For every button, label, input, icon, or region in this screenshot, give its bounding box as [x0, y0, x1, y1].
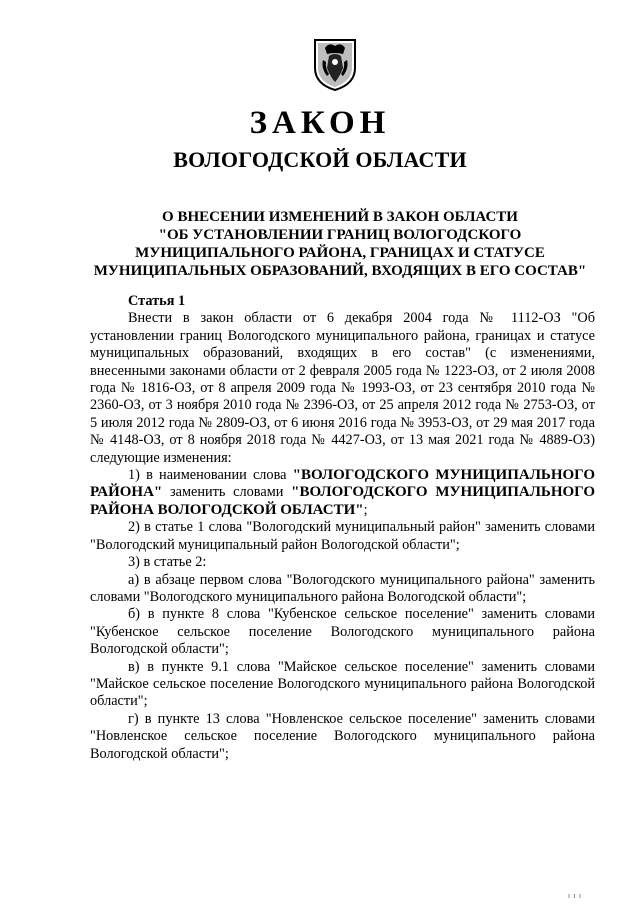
- document-title: ЗАКОН: [249, 105, 391, 141]
- item-1-old-words: "ВОЛОГОДСКОГО МУНИЦИПАЛЬНОГО РАЙОНА": [90, 467, 595, 501]
- article-body: [90, 293, 595, 763]
- law-title-line-3: МУНИЦИПАЛЬНОГО РАЙОНА, ГРАНИЦАХ И СТАТУСЕ: [135, 245, 545, 261]
- item-1-middle: заменить словами: [162, 484, 292, 501]
- item-2: 2) в статье 1 слова "Вологодский муниципальный район" заменить словами "Вологодский муниципальный район Вологодской области";: [90, 519, 595, 553]
- coat-of-arms-icon: [313, 38, 357, 92]
- item-1-suffix: ;: [363, 501, 368, 518]
- item-1-new-words: "ВОЛОГОДСКОГО МУНИЦИПАЛЬНОГО РАЙОНА ВОЛОГОДСКОЙ ОБЛАСТИ": [90, 484, 595, 518]
- item-3v: в) в пункте 9.1 слова "Майское сельское поселение" заменить словами "Майское сельское поселение Вологодского муниципального района Вологодской области";: [90, 658, 595, 710]
- law-title-line-4: МУНИЦИПАЛЬНЫХ ОБРАЗОВАНИЙ, ВХОДЯЩИХ В ЕГО СОСТАВ": [93, 263, 587, 279]
- footer-mark: I I I: [568, 894, 582, 900]
- law-title-line-2: "ОБ УСТАНОВЛЕНИИ ГРАНИЦ ВОЛОГОДСКОГО: [158, 227, 522, 243]
- article-intro: Внести в закон области от 6 декабря 2004 года № 1112-ОЗ "Об установлении границ Вологодского муниципального района, границах и статусе муниципальных образований, входящих в его состав" (с изменениями, внесенными законами области от 2 февраля 2005 года № 1223-ОЗ, от 2 июля 2008 года № 1816-ОЗ, от 8 апреля 2009 года № 1993-ОЗ, от 23 сентября 2010 года № 2360-ОЗ, от 3 ноября 2010 года № 2396-ОЗ, от 25 апреля 2012 года № 2753-ОЗ, от 5 июля 2012 года № 2809-ОЗ, от 6 июня 2016 года № 3953-ОЗ, от 29 мая 2017 года № 4148-ОЗ, от 8 ноября 2018 года № 4427-ОЗ, от 13 мая 2021 года № 4889-ОЗ) следующие изменения:: [90, 310, 595, 466]
- item-3b: б) в пункте 8 слова "Кубенское сельское поселение" заменить словами "Кубенское сельское поселение Вологодского муниципального района Вологодской области";: [90, 606, 595, 658]
- item-1-prefix: 1) в наименовании слова: [128, 467, 293, 484]
- item-3g: г) в пункте 13 слова "Новленское сельское поселение" заменить словами "Новленское сельское поселение Вологодского муниципального района Вологодской области";: [90, 710, 595, 762]
- document-subtitle: ВОЛОГОДСКОЙ ОБЛАСТИ: [173, 147, 467, 172]
- item-1: [90, 467, 595, 519]
- law-title-line-1: О ВНЕСЕНИИ ИЗМЕНЕНИЙ В ЗАКОН ОБЛАСТИ: [162, 209, 518, 225]
- article-number: Статья 1: [128, 293, 186, 309]
- law-title: [70, 208, 610, 280]
- item-3: 3) в статье 2:: [128, 554, 207, 571]
- item-3a: а) в абзаце первом слова "Вологодского муниципального района" заменить словами "Вологодского муниципального района Вологодской области";: [90, 571, 595, 605]
